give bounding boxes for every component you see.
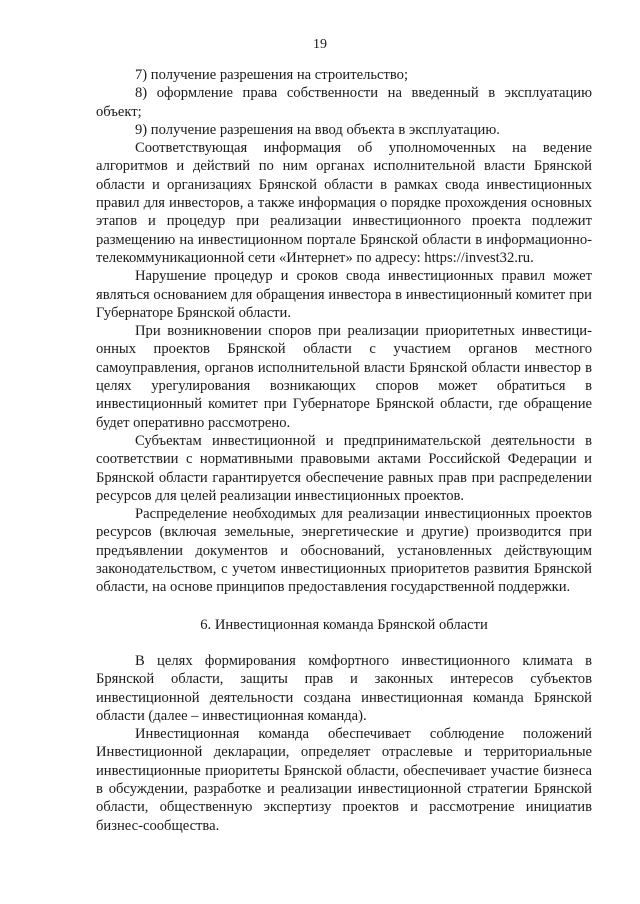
list-item-8: 8) оформление права собственности на введенный в эксплуатацию объект; bbox=[96, 85, 592, 120]
paragraph-equal-rights: Субъектам инвестиционной и предпринимательской деятельности в соответствии с нормативными правовыми актами Российской Федерации и Брянской области гарантируется обеспечение равных прав при распределении ресурсов для целей реализации инвестиционных проектов. bbox=[96, 432, 592, 504]
paragraph-resource-distribution: Распределение необходимых для реализации инвестиционных проектов ресурсов (включая земельные, энергетические и другие) производится при предъявлении документов и обоснований, установленных действующим законодательством, с учетом инвестиционных приоритетов развития Брянской области, на основе принципов предоставления государственной поддержки. bbox=[96, 506, 592, 596]
list-item-7: 7) получение разрешения на строительство; bbox=[135, 67, 409, 83]
paragraph-violation: Нарушение процедур и сроков свода инвестиционных правил может являться основанием для обращения инвестора в инвестиционный комитет при Губернаторе Брянской области. bbox=[96, 268, 592, 321]
paragraph-team-created: В целях формирования комфортного инвестиционного климата в Брянской области, защиты прав и законных интересов субъектов инвестиционной деятельности создана инвестиционная команда Брянской области (далее – инвестиционная команда). bbox=[96, 652, 592, 724]
list-item-9: 9) получение разрешения на ввод объекта в эксплуатацию. bbox=[135, 121, 500, 138]
document-body bbox=[96, 66, 592, 835]
paragraph-team-duties: Инвестиционная команда обеспечивает соблюдение положений Инвестиционной декларации, определяет отраслевые и территориальные инвестиционные приоритеты Брянской области, обеспечивает участие бизнеса в обсуждении, разработке и реализации инвестиционной стратегии Брянской области, общественную экспертизу проектов и рассмотрение инициатив бизнес-сообщества. bbox=[96, 726, 592, 834]
paragraph-disputes: При возникновении споров при реализации приоритетных инвестиционных проектов Брянской области с участием органов местного самоуправления, органов исполнительной власти Брянской области инвестор в целях урегулирования возникающих споров может обратиться в инвестиционный комитет при Губернаторе Брянской области, где обращение будет оперативно рассмотрено. bbox=[96, 323, 592, 431]
paragraph-portal-info: Соответствующая информация об уполномоченных на ведение алгоритмов и действий по ним органах исполнительной власти Брянской области и организациях Брянской области в рамках свода инвестиционных правил для инвесторов, а также информация о порядке прохождения основных этапов и процедур при реализации инвестиционного проекта подлежит размещению на инвестиционном портале Брянской области в информационно-телекоммуникационной сети «Интернет» по адресу: https://invest32.ru. bbox=[96, 140, 592, 266]
section-heading: 6. Инвестиционная команда Брянской области bbox=[200, 616, 488, 633]
page-number: 19 bbox=[313, 37, 327, 52]
